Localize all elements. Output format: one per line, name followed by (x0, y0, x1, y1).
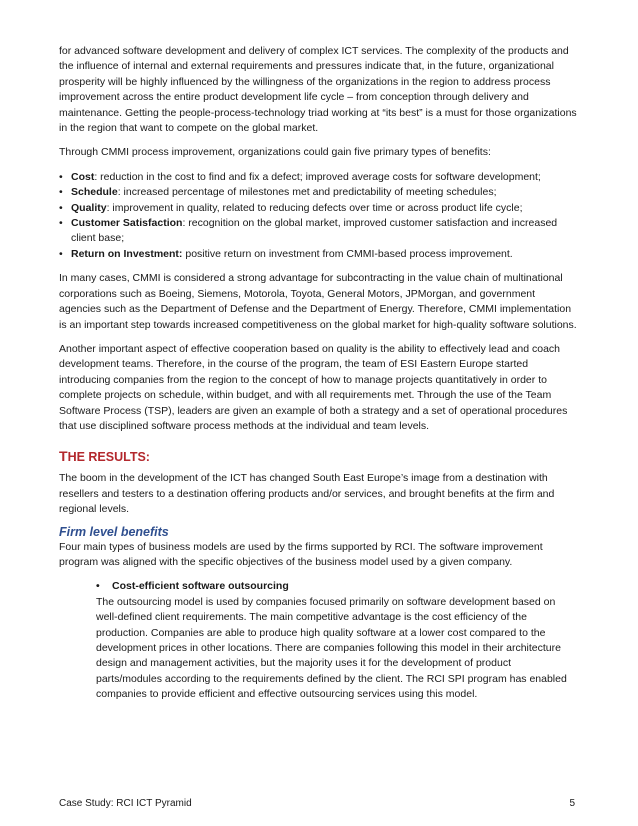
outsourcing-paragraph: The outsourcing model is used by companies focused primarily on software development based on well-defined client requirements. The main competitive advantage is the cost efficiency of the production. Companies are able to produce high quality software at a lower cost compared to the development prices in other locations. There are companies following this model in their architecture design and management activities, but the majority uses it for the development of product parts/modules according to the requirements defined by the client. The RCI SPI program has enabled companies to provide efficient and effective outsourcing services using this model. (96, 595, 567, 701)
benefit-term: Schedule (71, 186, 118, 199)
bullet-icon: • (96, 580, 100, 593)
team-coaching-paragraph: Another important aspect of effective cooperation based on quality is the ability to effectively lead and coach development teams. Therefore, in the course of the program, the team of ESI Eastern Europe started introducing companies from the region to the concept of how to manage projects quantitatively in order to complete projects on schedule, within budget, and with all requirements met. Through the use of the Team Software Process (TSP), leaders are given an example of both a strategy and a set of operational procedures that use disciplined software process methods at the individual and team levels. (59, 342, 568, 432)
page-content (59, 44, 579, 703)
benefit-term: Cost (71, 170, 95, 183)
benefit-item-customer-satisfaction (59, 216, 579, 247)
bullet-icon: • (59, 170, 63, 183)
business-models-paragraph: Four main types of business models are used by the firms supported by RCI. The software improvement program was aligned with the specific objectives of the business model used by a given company. (59, 540, 543, 568)
intro-paragraph: for advanced software development and delivery of complex ICT services. The complexity of the products and the influence of internal and external requirements and pressures indicate that, in the future, organizational prosperity will be highly influenced by the willingness of the organizations in the region to address process improvement across the entire product development life cycle – from conception through delivery and maintenance. Getting the people-process-technology triad working at “its best” is a must for those organizations in the region that want to compete on the global market. (59, 45, 577, 135)
benefit-text: : reduction in the cost to find and fix a defect; improved average costs for software development; (94, 170, 541, 183)
benefit-item-roi (59, 247, 579, 262)
results-heading: THE RESULTS: (59, 448, 150, 465)
benefits-list (59, 170, 579, 262)
firm-level-heading: Firm level benefits (59, 524, 169, 539)
benefit-text: : increased percentage of milestones met and predictability of meeting schedules; (117, 186, 497, 199)
bullet-icon: • (59, 186, 63, 199)
outsourcing-title: • Cost-efficient software outsourcing (96, 579, 574, 594)
benefit-item-quality (59, 201, 579, 216)
outsourcing-section (96, 579, 574, 702)
bullet-icon: • (59, 247, 63, 260)
benefits-intro-paragraph: Through CMMI process improvement, organizations could gain five primary types of benefits: (59, 146, 491, 159)
benefit-text: : improvement in quality, related to reducing defects over time or across product life cycle; (106, 201, 523, 214)
footer-title: Case Study: RCI ICT Pyramid (59, 798, 192, 809)
results-paragraph: The boom in the development of the ICT has changed South East Europe’s image from a destination with resellers and testers to a destination offering products and/or services, and brought benefits at the firm and regional levels. (59, 472, 555, 516)
benefit-text: positive return on investment from CMMI-based process improvement. (182, 247, 513, 260)
bullet-icon: • (59, 217, 63, 230)
page-number: 5 (569, 798, 575, 809)
benefit-term: Customer Satisfaction (71, 217, 183, 230)
benefit-item-schedule (59, 185, 579, 200)
benefit-term: Return on Investment: (71, 247, 183, 260)
benefit-text: : recognition on the global market, improved customer satisfaction and increased client base; (71, 217, 558, 245)
benefit-item-cost (59, 170, 579, 185)
benefit-term: Quality (71, 201, 107, 214)
page-footer (59, 797, 579, 810)
cmmi-advantage-paragraph: In many cases, CMMI is considered a strong advantage for subcontracting in the value chain of multinational corporations such as Boeing, Siemens, Motorola, Toyota, General Motors, JPMorgan, and government agencies such as the Department of Defense and the Department of Energy. Therefore, CMMI implementation is an important step towards increased competitiveness on the global market for high-quality software solutions. (59, 272, 577, 331)
bullet-icon: • (59, 201, 63, 214)
